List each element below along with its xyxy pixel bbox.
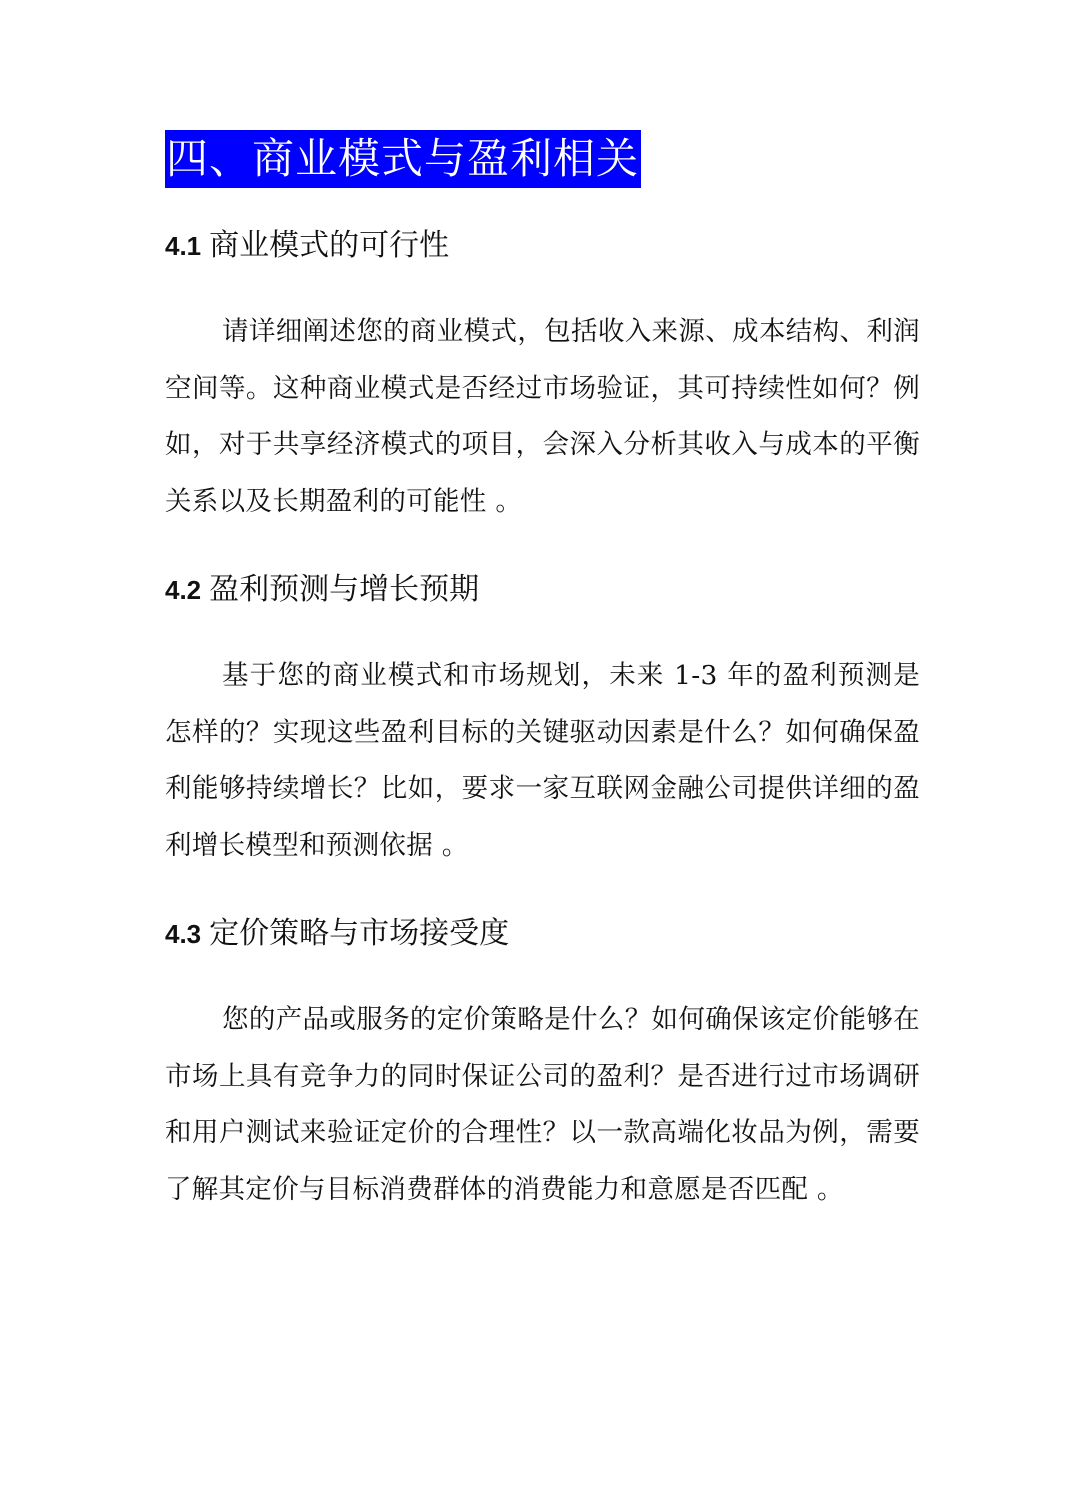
section-paragraph-4-2: 基于您的商业模式和市场规划，未来 1-3 年的盈利预测是怎样的？实现这些盈利目标的关键驱动因素是什么？如何确保盈利能够持续增长？比如，要求一家互联网金融公司提供详细的盈利增长模型和预测依据 。 (165, 660, 920, 861)
chapter-title: 四、商业模式与盈利相关 (165, 130, 641, 188)
document-page (165, 130, 920, 1218)
section-number: 4.3 (165, 919, 202, 949)
section-number: 4.2 (165, 575, 202, 605)
section-number: 4.1 (165, 231, 202, 261)
section-paragraph-4-1: 请详细阐述您的商业模式，包括收入来源、成本结构、利润空间等。这种商业模式是否经过市场验证，其可持续性如何？例如，对于共享经济模式的项目，会深入分析其收入与成本的平衡关系以及长期盈利的可能性 。 (165, 316, 920, 517)
section-heading-4-3 (165, 914, 920, 954)
section-heading-text: 定价策略与市场接受度 (209, 916, 510, 951)
section-heading-text: 商业模式的可行性 (209, 228, 450, 263)
section-heading-4-1 (165, 226, 920, 266)
section-heading-text: 盈利预测与增长预期 (209, 572, 480, 607)
section-heading-4-2 (165, 570, 920, 610)
section-paragraph-4-3: 您的产品或服务的定价策略是什么？如何确保该定价能够在市场上具有竞争力的同时保证公司的盈利？是否进行过市场调研和用户测试来验证定价的合理性？以一款高端化妆品为例，需要了解其定价与目标消费群体的消费能力和意愿是否匹配 。 (165, 1004, 920, 1205)
